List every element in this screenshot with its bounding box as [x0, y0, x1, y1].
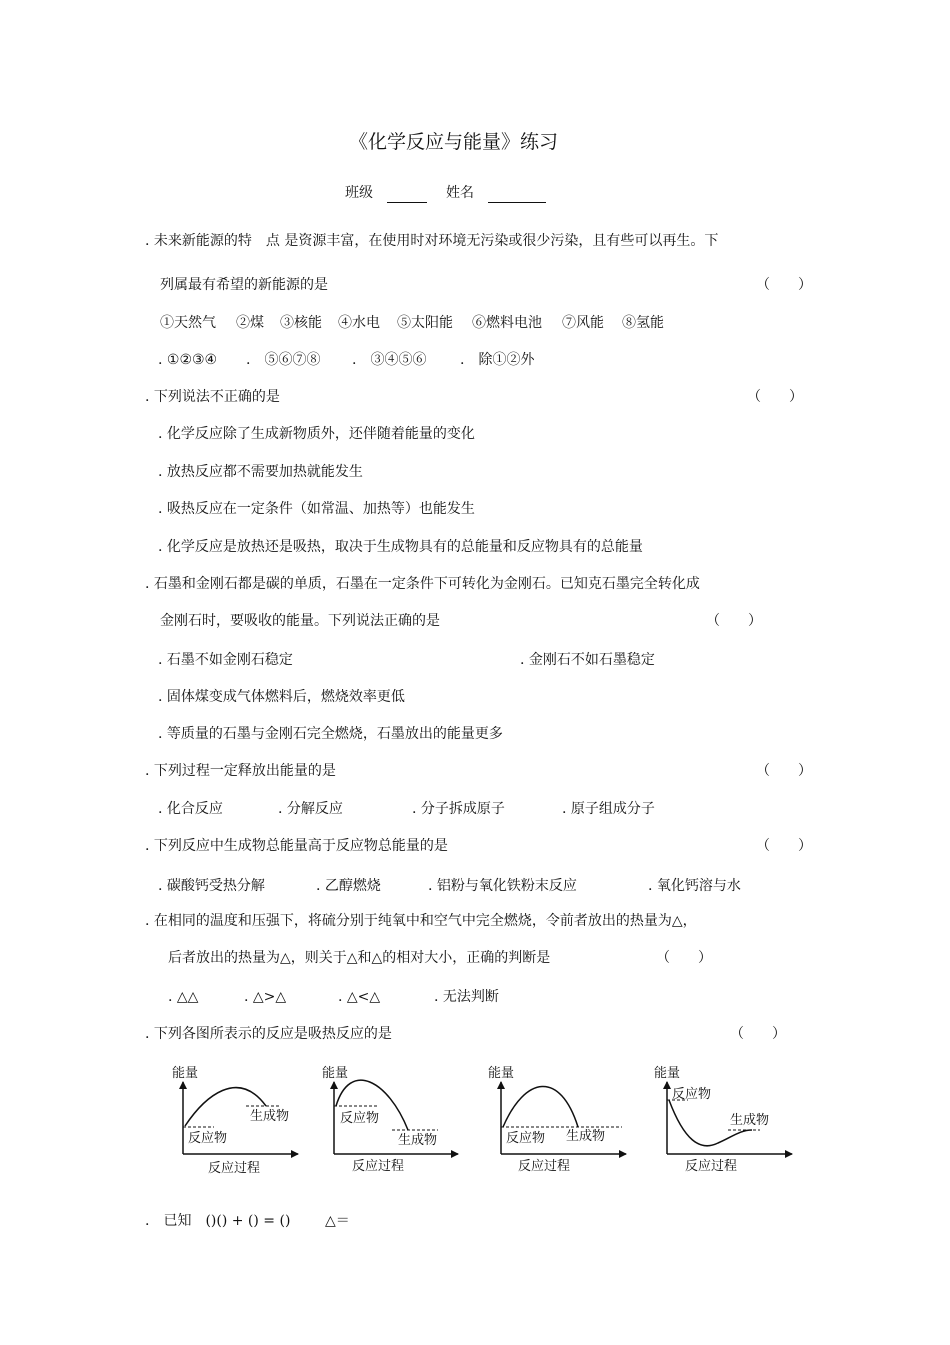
diagram-d-ylabel: 能量: [654, 1066, 681, 1081]
q7-diagram-a: [172, 1065, 298, 1176]
q4-option-a: . 化合反应: [158, 801, 223, 817]
q1-option-c: . ③④⑤⑥: [352, 352, 427, 368]
q1-stem-line1: . 未来新能源的特 点 是资源丰富，在使用时对环境无污染或很少污染，且有些可以再生。下: [145, 233, 719, 249]
q1-option-d: . 除①②外: [460, 352, 535, 368]
q1-item: ⑤太阳能: [397, 315, 453, 331]
diagram-c-xlabel: 反应过程: [518, 1159, 571, 1174]
q1-option-b: . ⑤⑥⑦⑧: [246, 352, 321, 368]
q1-item: ⑦风能: [562, 315, 604, 331]
q4-option-b: . 分解反应: [278, 801, 343, 817]
q6-option-a: . △△: [168, 989, 199, 1005]
q5-option-d: . 氧化钙溶与水: [648, 878, 741, 894]
diagram-c-reactant-label: 反应物: [506, 1131, 546, 1146]
q1-option-a: . ①②③④: [158, 352, 218, 368]
q3-option-d: . 等质量的石墨与金刚石完全燃烧，石墨放出的能量更多: [158, 726, 503, 742]
q7-diagram-c: [488, 1065, 626, 1174]
diagram-b-ylabel: 能量: [322, 1066, 349, 1081]
diagram-b-xlabel: 反应过程: [352, 1159, 405, 1174]
q6-answer-bracket: （ ）: [656, 950, 712, 966]
q2-option-b: . 放热反应都不需要加热就能发生: [158, 464, 363, 480]
q6-option-d: . 无法判断: [434, 989, 499, 1005]
q7-diagram-d: [654, 1065, 792, 1174]
q1-item: ③核能: [280, 315, 322, 331]
diagram-c-ylabel: 能量: [488, 1066, 515, 1081]
q3-answer-bracket: （ ）: [706, 613, 762, 629]
diagram-a-ylabel: 能量: [172, 1066, 199, 1081]
q7-answer-bracket: （ ）: [730, 1026, 786, 1042]
q6-stem-line1: . 在相同的温度和压强下，将硫分别于纯氧中和空气中完全燃烧，令前者放出的热量为△，: [145, 913, 697, 929]
diagram-c-energy-curve: [503, 1086, 578, 1127]
diagram-b-reactant-label: 反应物: [340, 1111, 380, 1126]
diagram-c-product-label: 生成物: [566, 1129, 606, 1144]
q3-option-a: . 石墨不如金刚石稳定: [158, 652, 293, 668]
q8-stem: . 已知 ()() + () = (): [145, 1213, 291, 1229]
q6-stem-line2: 后者放出的热量为△，则关于△和△的相对大小，正确的判断是: [168, 950, 551, 966]
q8-delta: △＝: [325, 1213, 350, 1229]
q4-answer-bracket: （ ）: [756, 763, 812, 779]
q3-option-b: . 金刚石不如石墨稳定: [520, 652, 655, 668]
q1-item: ⑥燃料电池: [472, 315, 542, 331]
diagram-d-reactant-label: 反应物: [672, 1087, 712, 1102]
q2-answer-bracket: （ ）: [747, 389, 803, 405]
name-label: 姓名: [446, 185, 474, 201]
q4-option-c: . 分子拆成原子: [412, 801, 505, 817]
q1-answer-bracket: （ ）: [756, 277, 812, 293]
diagram-b-product-label: 生成物: [398, 1133, 438, 1148]
q1-item: ④水电: [338, 315, 380, 331]
q6-option-c: . △<△: [338, 989, 381, 1005]
q5-stem: . 下列反应中生成物总能量高于反应物总能量的是: [145, 838, 448, 854]
class-label: 班级: [345, 185, 373, 201]
q5-option-c: . 铝粉与氧化铁粉末反应: [428, 878, 577, 894]
q3-stem-line2: 金刚石时，要吸收的能量。下列说法正确的是: [160, 613, 440, 629]
diagram-d-xlabel: 反应过程: [685, 1159, 738, 1174]
q2-option-c: . 吸热反应在一定条件（如常温、加热等）也能发生: [158, 501, 475, 517]
diagram-d-product-label: 生成物: [730, 1113, 770, 1128]
q5-option-b: . 乙醇燃烧: [316, 878, 381, 894]
q1-stem-line2: 列属最有希望的新能源的是: [160, 277, 328, 293]
q5-option-a: . 碳酸钙受热分解: [158, 878, 265, 894]
q7-stem: . 下列各图所表示的反应是吸热反应的是: [145, 1026, 392, 1042]
q2-stem: . 下列说法不正确的是: [145, 389, 280, 405]
q4-stem: . 下列过程一定释放出能量的是: [145, 763, 336, 779]
q2-option-a: . 化学反应除了生成新物质外，还伴随着能量的变化: [158, 426, 475, 442]
q7-diagram-b: [322, 1065, 458, 1174]
diagram-a-product-label: 生成物: [250, 1109, 290, 1124]
q4-option-d: . 原子组成分子: [562, 801, 655, 817]
q3-stem-line1: . 石墨和金刚石都是碳的单质，石墨在一定条件下可转化为金刚石。已知克石墨完全转化成: [145, 576, 700, 592]
q2-option-d: . 化学反应是放热还是吸热，取决于生成物具有的总能量和反应物具有的总能量: [158, 539, 643, 555]
q1-item: ⑧氢能: [622, 315, 664, 331]
q1-item: ②煤: [236, 315, 264, 331]
diagram-a-reactant-label: 反应物: [188, 1131, 228, 1146]
diagram-a-xlabel: 反应过程: [208, 1161, 261, 1176]
page-title: 《化学反应与能量》练习: [349, 131, 559, 153]
q1-item: ①天然气: [160, 315, 216, 331]
q3-option-c: . 固体煤变成气体燃料后，燃烧效率更低: [158, 689, 405, 705]
q5-answer-bracket: （ ）: [756, 838, 812, 854]
q6-option-b: . △>△: [244, 989, 287, 1005]
